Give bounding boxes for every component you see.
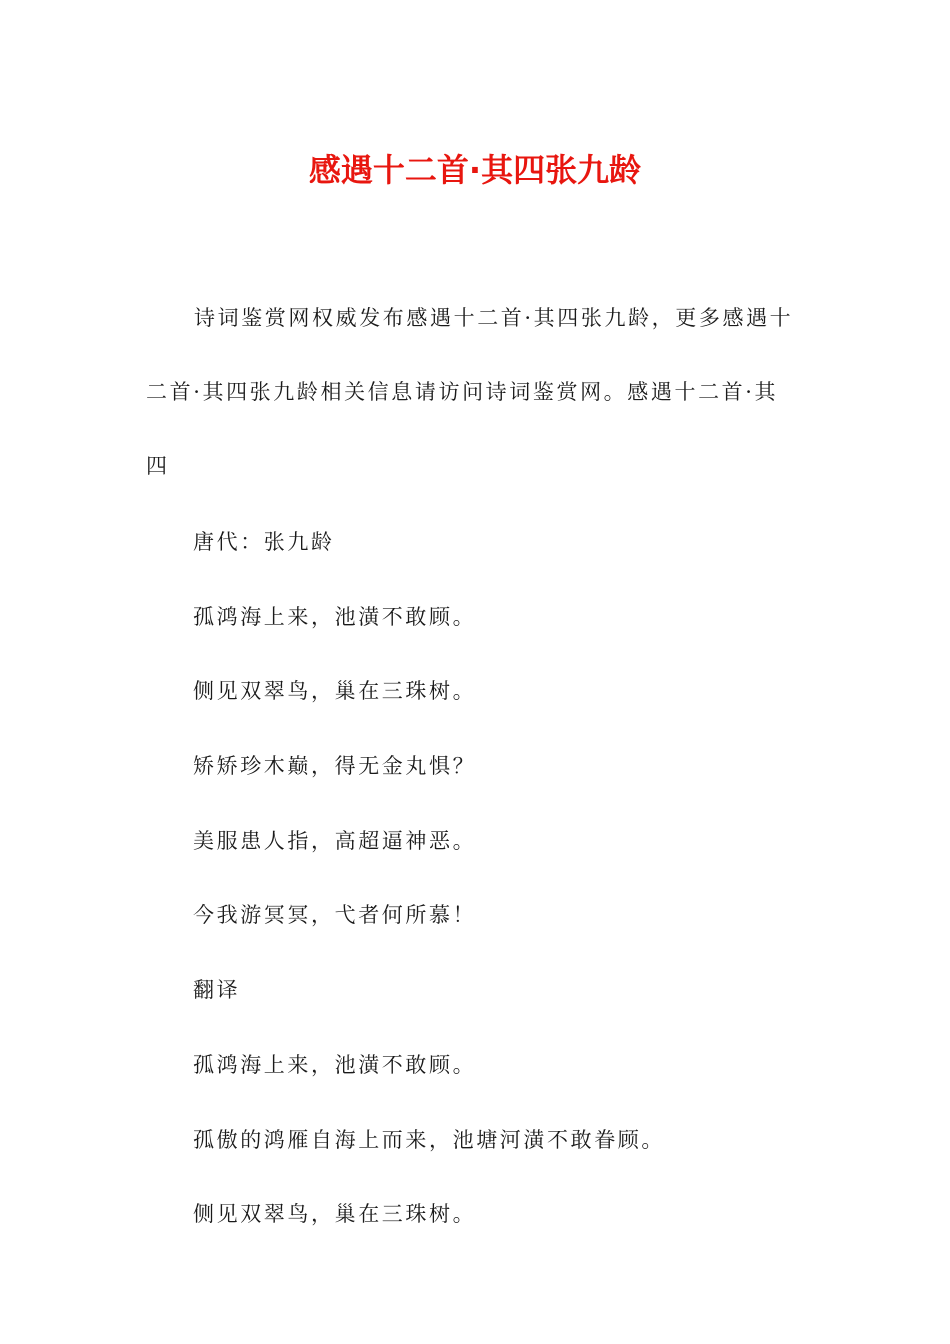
intro-paragraph: 诗词鉴赏网权威发布感遇十二首·其四张九龄，更多感遇十二首·其四张九龄相关信息请访问诗词鉴赏网。感遇十二首·其四 — [146, 306, 794, 478]
text-line: 侧见双翠鸟，巢在三珠树。 — [193, 679, 477, 704]
text-line: 孤鸿海上来，池潢不敢顾。 — [193, 1052, 477, 1077]
text-line: 侧见双翠鸟，巢在三珠树。 — [193, 1202, 477, 1227]
document-title: 感遇十二首·其四张九龄 — [308, 151, 642, 189]
text-line: 美服患人指，高超逼神恶。 — [193, 828, 477, 853]
text-line: 唐代：张九龄 — [193, 530, 335, 554]
text-line: 今我游冥冥，弋者何所慕！ — [193, 903, 477, 928]
text-line: 孤傲的鸿雁自海上而来，池塘河潢不敢眷顾。 — [193, 1127, 665, 1152]
text-line: 翻译 — [193, 978, 241, 1003]
text-line: 孤鸿海上来，池潢不敢顾。 — [193, 604, 477, 629]
poem-lines — [193, 505, 833, 1252]
text-line: 矫矫珍木巅，得无金丸惧？ — [193, 754, 477, 779]
